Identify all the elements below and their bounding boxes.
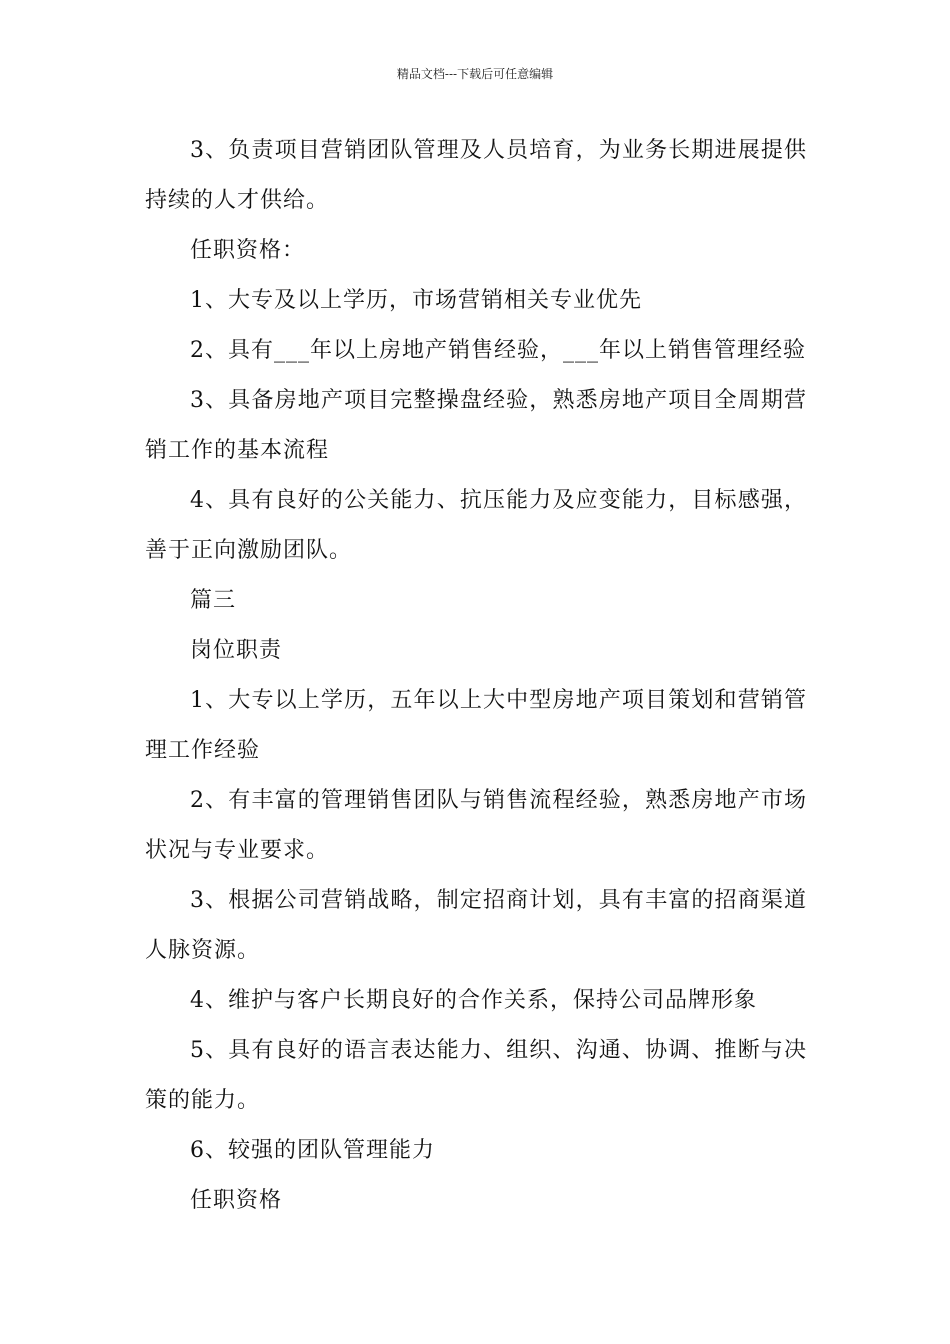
heading-qualifications-2: 任职资格 <box>190 1188 283 1213</box>
paragraph-qualification-2: 2、具有___年以上房地产销售经验，___年以上销售管理经验 <box>190 338 806 363</box>
paragraph-duty-4: 4、维护与客户长期良好的合作关系，保持公司品牌形象 <box>190 988 757 1013</box>
page-header: 精品文档---下载后可任意编辑 <box>396 67 554 81</box>
section-title-part-three: 篇三 <box>190 588 237 613</box>
heading-job-responsibilities: 岗位职责 <box>190 638 283 663</box>
paragraph-responsibility-3: 3、负责项目营销团队管理及人员培育，为业务长期进展提供持续的人才供给。 <box>145 138 807 213</box>
paragraph-qualification-3: 3、具备房地产项目完整操盘经验，熟悉房地产项目全周期营销工作的基本流程 <box>145 388 807 463</box>
paragraph-qualification-1: 1、大专及以上学历，市场营销相关专业优先 <box>190 288 642 313</box>
paragraph-duty-6: 6、较强的团队管理能力 <box>190 1138 435 1163</box>
heading-qualifications: 任职资格： <box>190 238 306 263</box>
document-body <box>145 126 807 1226</box>
paragraph-duty-2: 2、有丰富的管理销售团队与销售流程经验，熟悉房地产市场状况与专业要求。 <box>145 788 807 863</box>
paragraph-duty-3: 3、根据公司营销战略，制定招商计划，具有丰富的招商渠道人脉资源。 <box>145 888 807 963</box>
paragraph-duty-5: 5、具有良好的语言表达能力、组织、沟通、协调、推断与决策的能力。 <box>145 1038 807 1113</box>
paragraph-qualification-4: 4、具有良好的公关能力、抗压能力及应变能力，目标感强，善于正向激励团队。 <box>145 488 807 563</box>
paragraph-duty-1: 1、大专以上学历，五年以上大中型房地产项目策划和营销管理工作经验 <box>145 688 807 763</box>
